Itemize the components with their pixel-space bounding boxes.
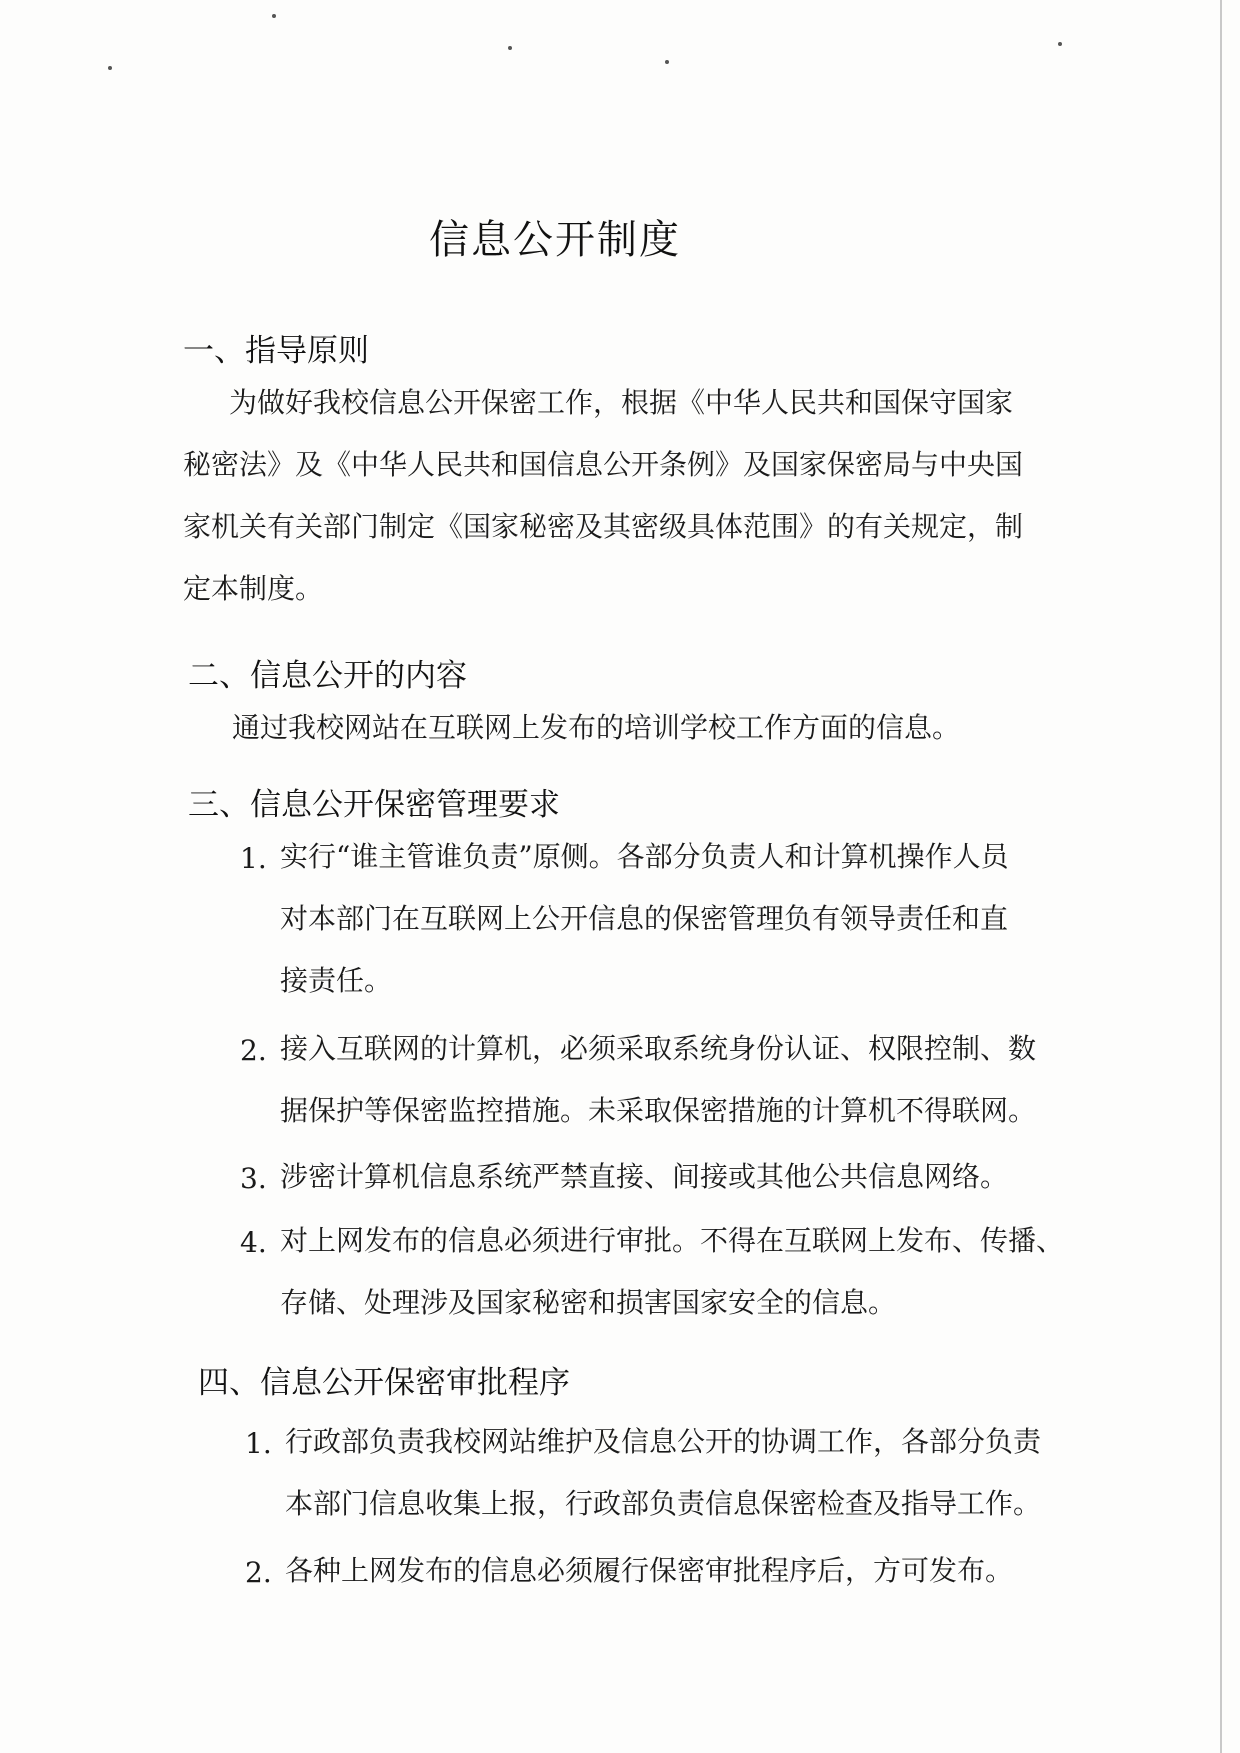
scan-speck	[508, 46, 512, 50]
scan-speck	[665, 60, 669, 64]
item-number: 2.	[245, 1556, 272, 1589]
item-line: 涉密计算机信息系统严禁直接、间接或其他公共信息网络。	[280, 1160, 1009, 1193]
item-line: 实行“谁主管谁负责”原侧。各部分负责人和计算机操作人员	[280, 840, 1009, 873]
procedure-item	[245, 1411, 1065, 1535]
section-heading-guiding-principles: 一、指导原则	[183, 333, 369, 369]
item-number: 2.	[240, 1034, 267, 1067]
paragraph-line: 通过我校网站在互联网上发布的培训学校工作方面的信息。	[232, 711, 961, 744]
item-line: 接责任。	[280, 964, 393, 997]
requirement-item	[240, 826, 1060, 1012]
document-title: 信息公开制度	[429, 217, 681, 263]
paragraph-line: 定本制度。	[183, 572, 324, 605]
section-paragraph-disclosure-content	[232, 697, 1052, 759]
item-line: 行政部负责我校网站维护及信息公开的协调工作，各部分负责	[285, 1425, 1042, 1458]
item-line: 对本部门在互联网上公开信息的保密管理负有领导责任和直	[280, 902, 1009, 935]
paragraph-line: 秘密法》及《中华人民共和国信息公开条例》及国家保密局与中央国	[183, 448, 1024, 481]
paragraph-line: 为做好我校信息公开保密工作，根据《中华人民共和国保守国家	[229, 386, 1014, 419]
section-heading-disclosure-content: 二、信息公开的内容	[188, 658, 467, 694]
paragraph-line: 家机关有关部门制定《国家秘密及其密级具体范围》的有关规定，制	[183, 510, 1024, 543]
scan-speck	[1058, 42, 1062, 46]
item-text	[280, 826, 1009, 1012]
requirement-item	[240, 1018, 1060, 1142]
section-heading-approval-procedure: 四、信息公开保密审批程序	[198, 1365, 570, 1401]
requirement-item	[240, 1210, 1065, 1334]
item-number: 4.	[240, 1226, 267, 1259]
requirement-item	[240, 1146, 1060, 1208]
item-number: 1.	[245, 1427, 272, 1460]
item-text	[280, 1018, 1037, 1142]
section-paragraph-guiding-principles	[183, 372, 1043, 620]
item-line: 本部门信息收集上报，行政部负责信息保密检查及指导工作。	[285, 1487, 1042, 1520]
scan-edge-line	[1220, 0, 1222, 1753]
item-text	[285, 1411, 1042, 1535]
item-line: 存储、处理涉及国家秘密和损害国家安全的信息。	[280, 1286, 897, 1319]
scan-speck	[272, 14, 276, 18]
scan-speck	[108, 66, 112, 70]
section-heading-confidentiality-requirements: 三、信息公开保密管理要求	[188, 787, 560, 823]
item-number: 1.	[240, 842, 267, 875]
item-line: 据保护等保密监控措施。未采取保密措施的计算机不得联网。	[280, 1094, 1037, 1127]
item-line: 对上网发布的信息必须进行审批。不得在互联网上发布、传播、	[280, 1224, 1065, 1257]
item-text	[280, 1146, 1009, 1208]
item-line: 接入互联网的计算机，必须采取系统身份认证、权限控制、数	[280, 1032, 1037, 1065]
item-line: 各种上网发布的信息必须履行保密审批程序后，方可发布。	[285, 1554, 1014, 1587]
item-text	[280, 1210, 1065, 1334]
procedure-item	[245, 1540, 1065, 1602]
item-text	[285, 1540, 1014, 1602]
item-number: 3.	[240, 1162, 267, 1195]
